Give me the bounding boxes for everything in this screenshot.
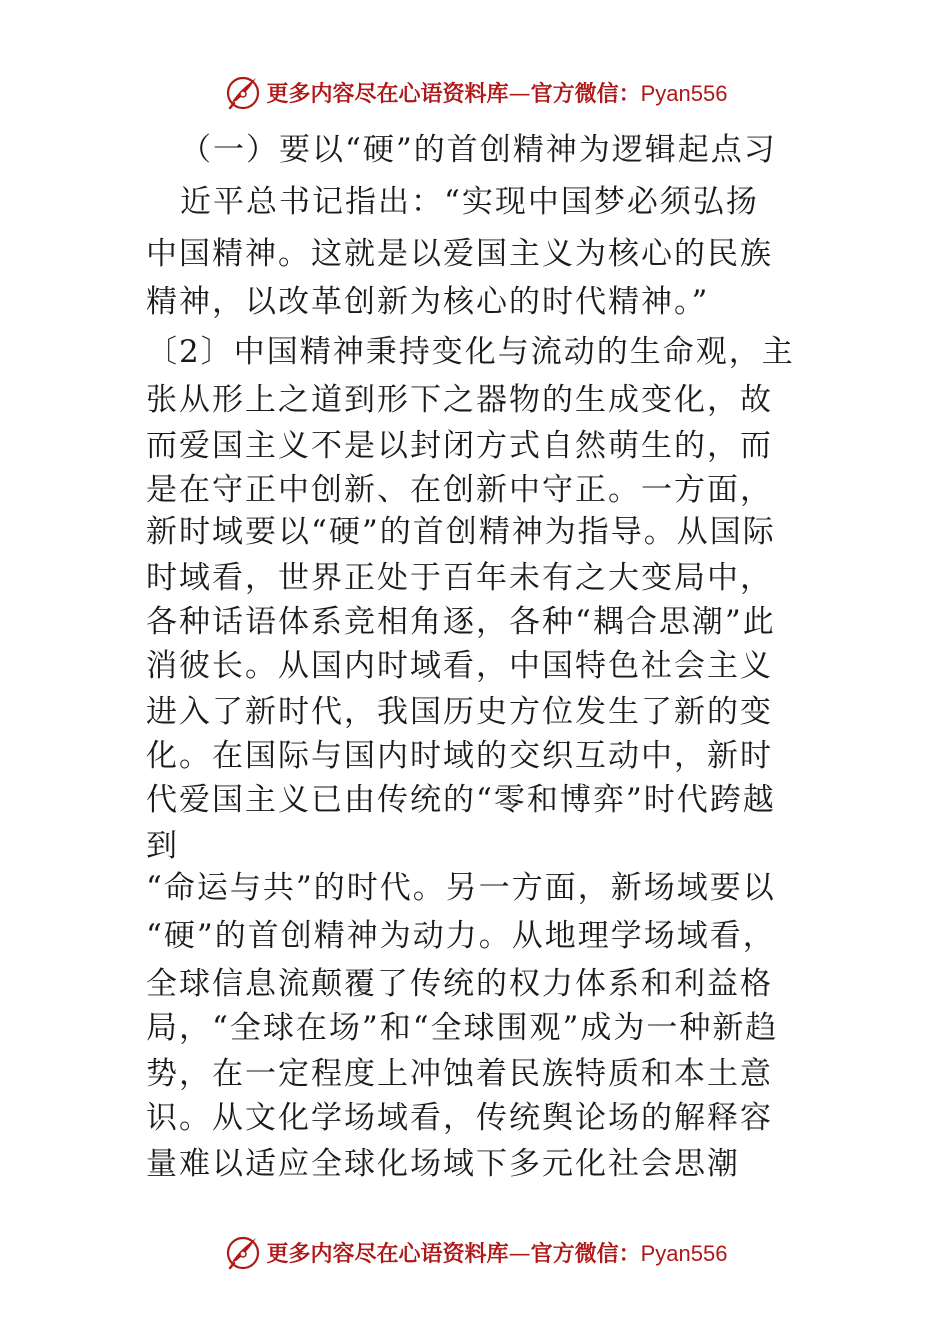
footer-watermark bbox=[0, 1230, 950, 1274]
text-line: 新时域要以“硬”的首创精神为指导。从国际 bbox=[146, 514, 776, 550]
text-line: 张从形上之道到形下之器物的生成变化，故 bbox=[146, 382, 773, 418]
text-line: 时域看，世界正处于百年未有之大变局中， bbox=[146, 560, 773, 596]
watermark-promo-text: 更多内容尽在心语资料库 bbox=[266, 80, 509, 107]
text-line: 是在守正中创新、在创新中守正。一方面， bbox=[146, 472, 773, 508]
watermark-promo-text: 更多内容尽在心语资料库 bbox=[266, 1240, 509, 1267]
text-line: 精神，以改革创新为核心的时代精神。” bbox=[146, 284, 710, 320]
watermark-wechat-id: Pyan556 bbox=[640, 80, 728, 106]
text-line: 势，在一定程度上冲蚀着民族特质和本土意 bbox=[146, 1056, 773, 1092]
text-line: 代爱国主义已由传统的“零和博弈”时代跨越 bbox=[146, 782, 776, 818]
text-line: “命运与共”的时代。另一方面，新场域要以 bbox=[146, 870, 776, 906]
text-line: 近平总书记指出：“实现中国梦必须弘扬 bbox=[180, 184, 759, 220]
text-line: 全球信息流颠覆了传统的权力体系和利益格 bbox=[146, 966, 773, 1002]
text-line: 局，“全球在场”和“全球围观”成为一种新趋 bbox=[146, 1010, 779, 1046]
text-line: 识。从文化学场域看，传统舆论场的解释容 bbox=[146, 1100, 773, 1136]
text-line: 化。在国际与国内时域的交织互动中，新时 bbox=[146, 738, 773, 774]
text-line: 到 bbox=[146, 828, 179, 864]
text-line: 进入了新时代，我国历史方位发生了新的变 bbox=[146, 694, 773, 730]
text-line: 〔2〕中国精神秉持变化与流动的生命观，主 bbox=[146, 334, 795, 370]
watermark-wechat-label: 官方微信： bbox=[530, 1240, 641, 1267]
text-line: （一）要以“硬”的首创精神为逻辑起点习 bbox=[180, 132, 777, 168]
watermark-wechat-label: 官方微信： bbox=[530, 80, 641, 107]
text-line: 消彼长。从国内时域看，中国特色社会主义 bbox=[146, 648, 773, 684]
text-line: 量难以适应全球化场域下多元化社会思潮 bbox=[146, 1146, 740, 1182]
watermark-wechat-id: Pyan556 bbox=[640, 1240, 728, 1266]
header-watermark bbox=[0, 70, 950, 114]
quill-pen-seal-icon bbox=[223, 1232, 263, 1272]
text-line: “硬”的首创精神为动力。从地理学场域看， bbox=[146, 918, 776, 954]
text-line: 各种话语体系竞相角逐，各种“耦合思潮”此 bbox=[146, 604, 776, 640]
text-line: 而爱国主义不是以封闭方式自然萌生的，而 bbox=[146, 428, 773, 464]
quill-pen-seal-icon bbox=[223, 72, 263, 112]
text-line: 中国精神。这就是以爱国主义为核心的民族 bbox=[146, 236, 773, 272]
watermark-separator: — bbox=[508, 1241, 531, 1267]
watermark-text bbox=[267, 1237, 728, 1268]
watermark-text bbox=[267, 77, 728, 108]
watermark-separator: — bbox=[508, 81, 531, 107]
